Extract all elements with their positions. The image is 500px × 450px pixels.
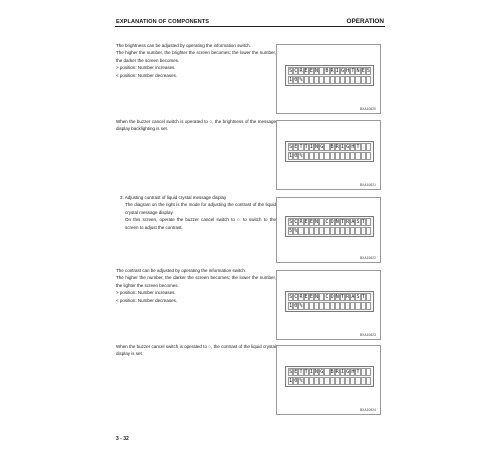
lcd-cell: 0 [294, 76, 298, 83]
lcd-cell: N [315, 293, 319, 300]
lcd-row [286, 151, 373, 160]
lcd-cell: B [330, 143, 334, 150]
lcd-cell: 1 [289, 302, 293, 309]
lcd-cell: A [351, 293, 355, 300]
lcd-cell: T [304, 143, 308, 150]
paragraph: The higher the number, the darker the screen becomes; the lower the number, the lighter the screen becomes. [116, 275, 276, 288]
chapter-title: OPERATION [346, 18, 384, 25]
lcd-cell: R [330, 67, 334, 74]
lcd-cell [366, 152, 371, 160]
lcd-cell: R [335, 368, 339, 375]
contrast-set-text [116, 343, 276, 358]
step-heading: 3. Adjusting contrast of liquid crystal message display [120, 195, 227, 200]
lcd-cell: I [335, 67, 339, 74]
lcd-cell: R [299, 293, 303, 300]
lcd-cell: O [330, 293, 334, 300]
brightness-set-text [116, 118, 276, 133]
lcd-cell [366, 302, 371, 310]
lcd-cell: T [361, 218, 365, 225]
lcd-cell: E [304, 293, 308, 300]
lcd-cell: S [289, 368, 293, 375]
paragraph: When the buzzer cancel switch is operated to ○, the brightness of the message display backlighting is set. [116, 119, 276, 132]
lcd-cell: % [294, 227, 298, 234]
lcd-cell: C [294, 293, 298, 300]
lcd-cell: A [351, 218, 355, 225]
lcd-display [285, 366, 374, 387]
figure-panel [276, 197, 381, 263]
figure-panel [276, 345, 381, 415]
lcd-cell: S [289, 218, 293, 225]
paragraph: When the buzzer cancel switch is operated to ○, the contrast of the liquid crystal display is set. [116, 344, 276, 357]
figure-panel [276, 270, 381, 340]
lcd-cell: H [351, 368, 355, 375]
lcd-cell: G [320, 368, 324, 375]
lcd-cell: T [351, 67, 355, 74]
lcd-cell: S [356, 218, 360, 225]
brightness-adjust-text [116, 42, 276, 79]
lcd-cell: T [340, 218, 344, 225]
lcd-row [286, 75, 373, 84]
lcd-cell: C [325, 293, 329, 300]
figure-id: BXA10623 [359, 333, 376, 337]
lcd-cell [366, 227, 371, 235]
paragraph: The diagram on the right is the mode for adjusting the contrast of the liquid crystal message display. [125, 202, 276, 215]
lcd-cell: I [340, 143, 344, 150]
page-number: 3 - 32 [116, 436, 129, 442]
figure-id: BXA10622 [359, 256, 376, 260]
lcd-cell: % [299, 76, 303, 83]
lcd-row [286, 142, 373, 151]
lcd-cell: 1 [289, 377, 293, 384]
lcd-cell: R [335, 143, 339, 150]
lcd-cell: E [294, 368, 298, 375]
paragraph: The higher the number, the brighter the screen becomes; the lower the number, the darker the screen becomes. [116, 50, 276, 63]
paragraph: On this screen, operate the buzzer cancel switch to ○ to switch to the screen to adjust the contrast. [125, 217, 276, 230]
header-rule [115, 26, 385, 27]
lcd-cell [366, 76, 371, 84]
lcd-cell: I [309, 143, 313, 150]
section-title: EXPLANATION OF COMPONENTS [116, 19, 210, 25]
lcd-cell: N [335, 293, 339, 300]
lcd-cell: R [346, 218, 350, 225]
lcd-cell: R [299, 67, 303, 74]
figure-id: BXA10620 [359, 107, 376, 111]
lcd-cell: O [330, 218, 334, 225]
paragraph: > position: Number increases. [116, 290, 176, 296]
lcd-cell: T [340, 293, 344, 300]
paragraph: The brightness can be adjusted by operating the information switch. [116, 43, 251, 48]
lcd-cell: G [346, 143, 350, 150]
lcd-cell [366, 377, 371, 385]
lcd-cell: H [351, 143, 355, 150]
lcd-cell: N [315, 143, 319, 150]
lcd-cell: T [299, 368, 303, 375]
figure-id: BXA10621 [359, 183, 376, 187]
lcd-row [286, 376, 373, 385]
lcd-cell [366, 218, 371, 226]
lcd-cell: 0 [294, 152, 298, 159]
paragraph: < position: Number decreases. [116, 72, 178, 78]
figure-id: BXA10624 [359, 408, 376, 412]
contrast-adjust-text [116, 267, 276, 304]
lcd-cell: C [294, 67, 298, 74]
lcd-cell: S [289, 293, 293, 300]
lcd-cell: S [366, 67, 370, 74]
lcd-cell: E [309, 67, 313, 74]
lcd-cell: H [346, 67, 350, 74]
lcd-cell: I [309, 368, 313, 375]
lcd-cell: E [309, 218, 313, 225]
lcd-cell: N [315, 368, 319, 375]
lcd-cell: % [299, 152, 303, 159]
lcd-cell: C [294, 218, 298, 225]
lcd-cell: T [356, 143, 360, 150]
lcd-cell [366, 143, 371, 151]
lcd-cell: E [304, 67, 308, 74]
lcd-cell: 0 [294, 302, 298, 309]
lcd-cell: B [325, 67, 329, 74]
lcd-cell: G [346, 368, 350, 375]
lcd-cell: E [361, 67, 365, 74]
lcd-display [285, 141, 374, 162]
contrast-mode-text [120, 194, 276, 231]
lcd-cell: B [330, 368, 334, 375]
lcd-cell: N [356, 67, 360, 74]
lcd-cell [366, 368, 371, 376]
lcd-cell: E [294, 143, 298, 150]
lcd-cell: I [340, 368, 344, 375]
lcd-cell: G [340, 67, 344, 74]
lcd-cell: R [299, 218, 303, 225]
lcd-cell: 5 [289, 227, 293, 234]
lcd-cell: T [299, 143, 303, 150]
lcd-row [286, 301, 373, 310]
lcd-row [286, 226, 373, 235]
lcd-cell: 0 [294, 377, 298, 384]
lcd-row [286, 367, 373, 376]
lcd-cell: N [315, 218, 319, 225]
figure-panel [276, 44, 381, 114]
lcd-cell: T [356, 368, 360, 375]
lcd-cell: G [320, 143, 324, 150]
lcd-row [286, 292, 373, 301]
lcd-cell: % [299, 302, 303, 309]
lcd-cell: S [289, 143, 293, 150]
paragraph: The contrast can be adjusted by operating the information switch. [116, 268, 247, 273]
lcd-cell: S [356, 293, 360, 300]
lcd-cell: S [289, 67, 293, 74]
lcd-cell: T [361, 293, 365, 300]
lcd-display [285, 65, 374, 86]
lcd-row [286, 66, 373, 75]
lcd-cell: E [309, 293, 313, 300]
lcd-row [286, 217, 373, 226]
lcd-cell: % [299, 377, 303, 384]
lcd-cell: R [346, 293, 350, 300]
lcd-display [285, 291, 374, 312]
lcd-cell: N [315, 67, 319, 74]
paragraph: < position: Number decreases. [116, 297, 178, 303]
paragraph: > position: Number increases. [116, 65, 176, 71]
lcd-cell: E [304, 218, 308, 225]
lcd-cell [366, 293, 371, 301]
lcd-cell: C [325, 218, 329, 225]
figure-panel [276, 120, 381, 190]
lcd-cell: 1 [289, 76, 293, 83]
lcd-cell: T [304, 368, 308, 375]
lcd-display [285, 216, 374, 237]
lcd-cell: 1 [289, 152, 293, 159]
lcd-cell: N [335, 218, 339, 225]
